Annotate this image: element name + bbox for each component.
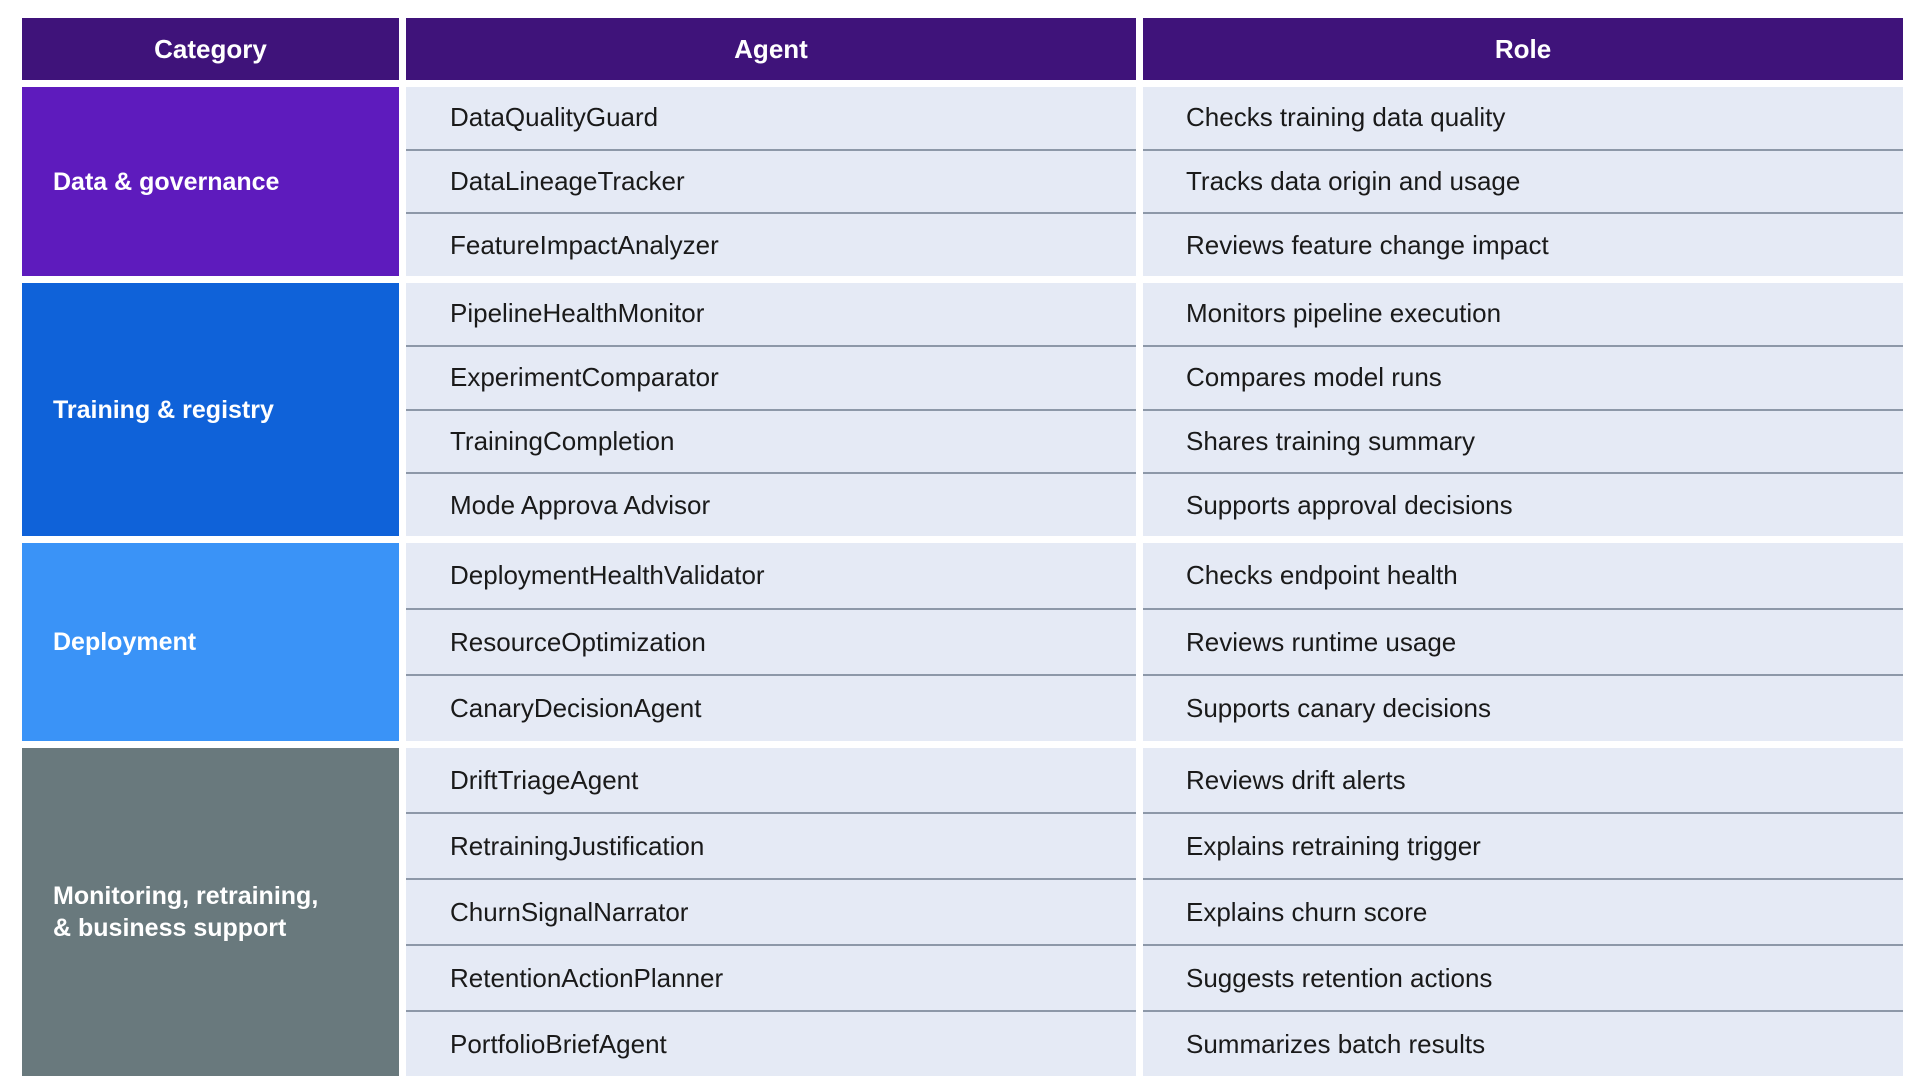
header-agent: Agent (406, 18, 1136, 80)
agent-cell: PipelineHealthMonitor (406, 283, 1136, 347)
agent-cell: Mode Approva Advisor (450, 489, 711, 520)
agent-cell: RetentionActionPlanner (406, 946, 1136, 1012)
role-column-group (1143, 283, 1903, 536)
agent-column-group (406, 87, 1136, 276)
role-cell: Explains retraining trigger (1143, 814, 1903, 880)
category-deployment (22, 543, 399, 741)
agent-cell: DataLineageTracker (406, 151, 1136, 215)
role-column-group (1143, 748, 1903, 1076)
role-cell: Explains churn score (1143, 880, 1903, 946)
role-cell: Checks endpoint health (1143, 543, 1903, 610)
role-cell: Summarizes batch results (1186, 1028, 1486, 1059)
agent-cell: FeatureImpactAnalyzer (450, 229, 719, 260)
role-cell: Checks training data quality (1143, 87, 1903, 151)
role-cell: Monitors pipeline execution (1143, 283, 1903, 347)
role-cell: Suggests retention actions (1143, 946, 1903, 1012)
agent-cell: DriftTriageAgent (406, 748, 1136, 814)
role-cell: Supports approval decisions (1186, 489, 1513, 520)
agent-cell: RetrainingJustification (406, 814, 1136, 880)
category-label: Deployment (53, 628, 197, 656)
agent-column-group (406, 283, 1136, 536)
agent-cell: DeploymentHealthValidator (406, 543, 1136, 610)
category-monitoring-retraining-business (22, 748, 399, 1076)
agent-column-group (406, 543, 1136, 741)
role-cell: Shares training summary (1143, 411, 1903, 475)
header-role: Role (1143, 18, 1903, 80)
role-column-group (1143, 87, 1903, 276)
header-category: Category (22, 18, 399, 80)
agent-cell: ChurnSignalNarrator (406, 880, 1136, 946)
role-cell: Reviews drift alerts (1143, 748, 1903, 814)
agent-table (22, 18, 1902, 1062)
agent-column-group (406, 748, 1136, 1076)
agent-cell: ExperimentComparator (406, 347, 1136, 411)
role-column-group (1143, 543, 1903, 741)
role-cell: Reviews runtime usage (1143, 610, 1903, 677)
role-cell: Reviews feature change impact (1186, 229, 1549, 260)
category-label: Monitoring, retraining, & business support (53, 882, 319, 942)
role-cell: Supports canary decisions (1186, 693, 1491, 724)
agent-cell: ResourceOptimization (406, 610, 1136, 677)
agent-cell: DataQualityGuard (406, 87, 1136, 151)
role-cell: Tracks data origin and usage (1143, 151, 1903, 215)
role-cell: Compares model runs (1143, 347, 1903, 411)
category-training-registry (22, 283, 399, 536)
category-label: Training & registry (53, 395, 274, 424)
agent-cell: PortfolioBriefAgent (450, 1028, 667, 1059)
category-data-governance (22, 87, 399, 276)
agent-cell: TrainingCompletion (406, 411, 1136, 475)
agent-cell: CanaryDecisionAgent (450, 693, 702, 724)
category-label: Data & governance (53, 167, 280, 196)
